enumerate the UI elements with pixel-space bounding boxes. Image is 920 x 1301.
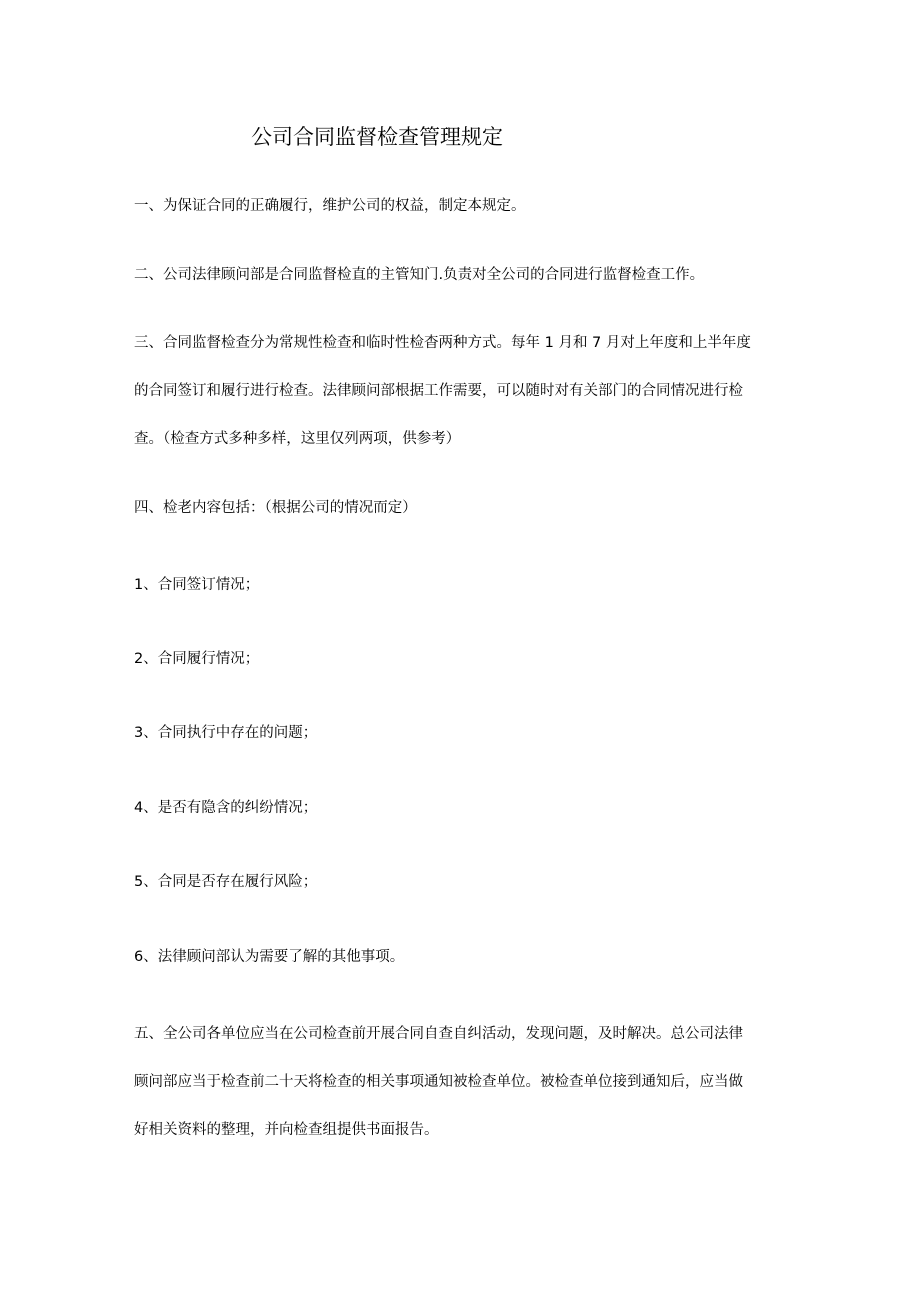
paragraph-line: 查。（检查方式多种多样，这里仅列两项，供参考） xyxy=(134,431,461,447)
document-title: 公司合同监督检查管理规定 xyxy=(251,125,503,149)
list-item-2 xyxy=(134,647,794,671)
paragraph-line: 1、合同签订情况； xyxy=(134,577,260,593)
paragraph-line: 三、合同监督检查分为常规性检查和临时性检杳两种方式。每年 1 月和 7 月对上年度和上半年度 xyxy=(134,335,751,351)
paragraph-line: 二、公司法律顾问部是合同监督检直的主管知门.负责对全公司的合同进行监督检查工作。 xyxy=(134,267,705,283)
list-item-5 xyxy=(134,870,794,894)
paragraph-5 xyxy=(134,1022,794,1142)
paragraph-line: 一、为保证合同的正确履行，维护公司的权益，制定本规定。 xyxy=(134,198,526,214)
paragraph-line: 顾问部应当于检查前二十天将检查的相关事项通知被检查单位。被检查单位接到通知后，应当做 xyxy=(134,1074,743,1090)
paragraph-line: 四、检老内容包括：（根据公司的情况而定） xyxy=(134,500,417,516)
list-item-3 xyxy=(134,721,794,745)
list-item-6 xyxy=(134,945,794,969)
list-item-1 xyxy=(134,573,794,597)
paragraph-1 xyxy=(134,194,794,218)
paragraph-line: 的合同签订和履行进行检查。法律顾问部根据工作需要，可以随时对有关部门的合同情况进行检 xyxy=(134,383,743,399)
paragraph-line: 6、法律顾问部认为需要了解的其他事项。 xyxy=(134,949,405,965)
paragraph-line: 5、合同是否存在履行风险； xyxy=(134,874,318,890)
paragraph-4 xyxy=(134,496,794,520)
paragraph-line: 4、是否有隐含的纠纷情况； xyxy=(134,800,318,816)
paragraph-line: 3、合同执行中存在的问题； xyxy=(134,725,318,741)
paragraph-line: 好相关资料的整理，并向检查组提供书面报告。 xyxy=(134,1122,439,1138)
paragraph-2 xyxy=(134,263,794,287)
paragraph-line: 2、合同履行情况； xyxy=(134,651,260,667)
list-item-4 xyxy=(134,796,794,820)
paragraph-line: 五、全公司各单位应当在公司检查前开展合同自查自纠活动，发现问题，及时解决。总公司法律 xyxy=(134,1026,743,1042)
paragraph-3 xyxy=(134,331,794,451)
